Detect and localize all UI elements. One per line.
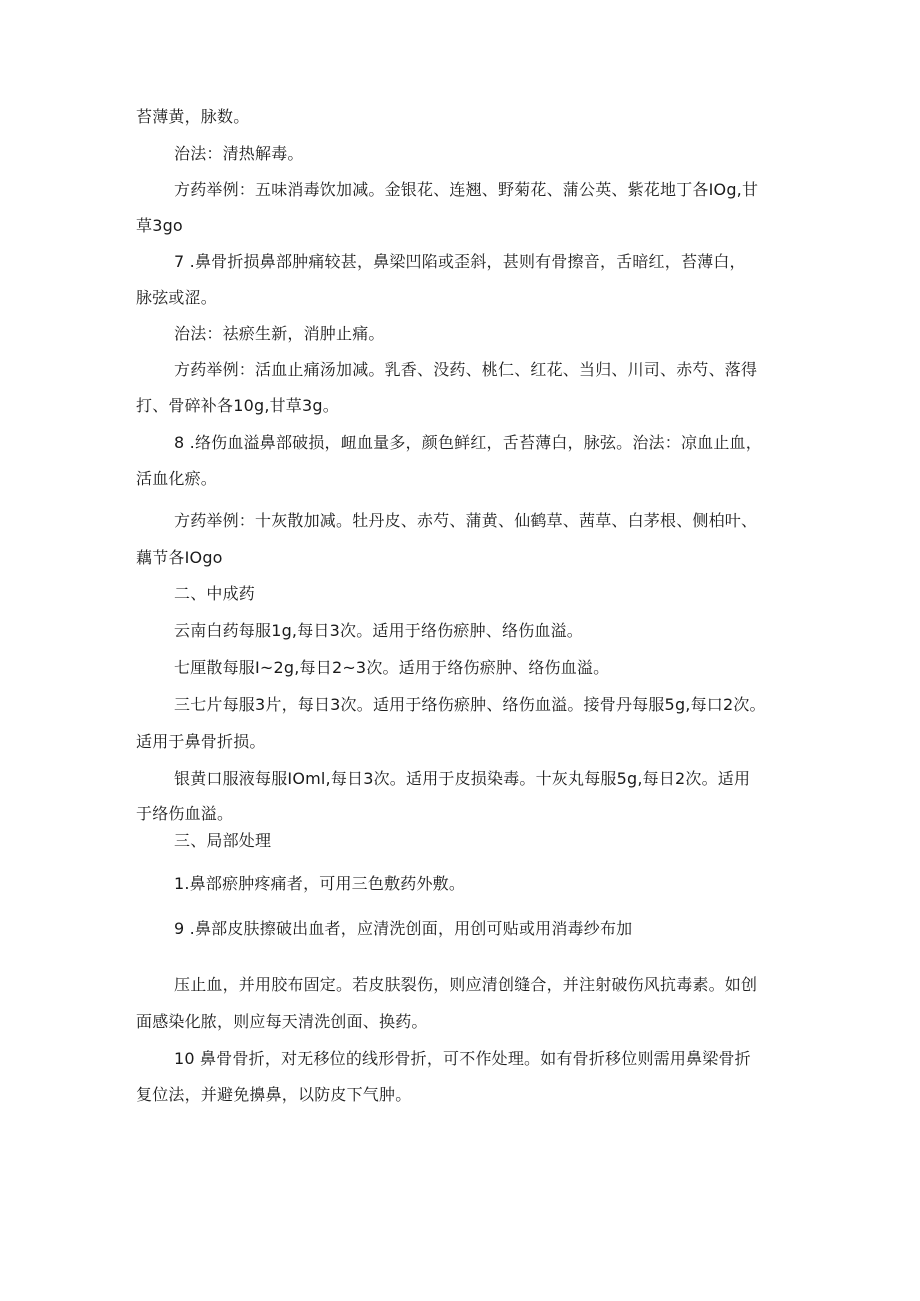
text-line-4: 草3go bbox=[136, 216, 183, 235]
text-line-22: 1.鼻部瘀肿疼痛者，可用三色敷药外敷。 bbox=[174, 874, 466, 893]
text-line-8: 方药举例：活血止痛汤加减。乳香、没药、桃仁、红花、当归、川司、赤芍、落得 bbox=[174, 360, 758, 379]
text-line-5: 7 .鼻骨折损鼻部肿痛较甚，鼻梁凹陷或歪斜，甚则有骨擦音，舌暗红，苔薄白， bbox=[174, 252, 746, 271]
text-line-24: 压止血，并用胶布固定。若皮肤裂伤，则应清创缝合，并注射破伤风抗毒素。如创 bbox=[174, 975, 758, 994]
text-line-9: 打、骨碎补各10g,甘草3g。 bbox=[136, 396, 339, 415]
text-line-7: 治法：祛瘀生新，消肿止痛。 bbox=[174, 324, 385, 343]
text-line-10: 8 .络伤血溢鼻部破损，衄血量多，颜色鲜红，舌苔薄白，脉弦。治法：凉血止血， bbox=[174, 433, 762, 452]
text-line-15: 云南白药每服1g,每日3次。适用于络伤瘀肿、络伤血溢。 bbox=[174, 621, 584, 640]
section-heading-2: 二、中成药 bbox=[174, 584, 256, 603]
text-line-12: 方药举例：十灰散加减。牡丹皮、赤芍、蒲黄、仙鹤草、茜草、白茅根、侧柏叶、 bbox=[174, 511, 758, 530]
text-line-3: 方药举例：五味消毒饮加减。金银花、连翘、野菊花、蒲公英、紫花地丁各IOg,甘 bbox=[174, 180, 759, 199]
text-line-13: 藕节各IOgo bbox=[136, 548, 223, 567]
text-line-1: 苔薄黄，脉数。 bbox=[136, 107, 250, 126]
text-line-16: 七厘散每服I~2g,每日2~3次。适用于络伤瘀肿、络伤血溢。 bbox=[174, 658, 610, 677]
text-line-2: 治法：清热解毒。 bbox=[174, 144, 304, 163]
text-line-23: 9 .鼻部皮肤擦破出血者，应清洗创面，用创可贴或用消毒纱布加 bbox=[174, 919, 633, 938]
text-line-17: 三七片每服3片，每日3次。适用于络伤瘀肿、络伤血溢。接骨丹每服5g,每口2次。 bbox=[174, 695, 766, 714]
text-line-11: 活血化瘀。 bbox=[136, 469, 218, 488]
text-line-26: 10 鼻骨骨折，对无移位的线形骨折，可不作处理。如有骨折移位则需用鼻梁骨折 bbox=[174, 1049, 751, 1068]
text-line-19: 银黄口服液每服IOml,每日3次。适用于皮损染毒。十灰丸每服5g,每日2次。适用 bbox=[174, 769, 751, 788]
text-line-20: 于络伤血溢。 bbox=[136, 804, 234, 823]
text-line-25: 面感染化脓，则应每天清洗创面、换药。 bbox=[136, 1012, 428, 1031]
text-line-18: 适用于鼻骨折损。 bbox=[136, 732, 266, 751]
section-heading-3: 三、局部处理 bbox=[174, 831, 272, 850]
text-line-6: 脉弦或涩。 bbox=[136, 288, 218, 307]
text-line-27: 复位法，并避免擤鼻，以防皮下气肿。 bbox=[136, 1085, 412, 1104]
